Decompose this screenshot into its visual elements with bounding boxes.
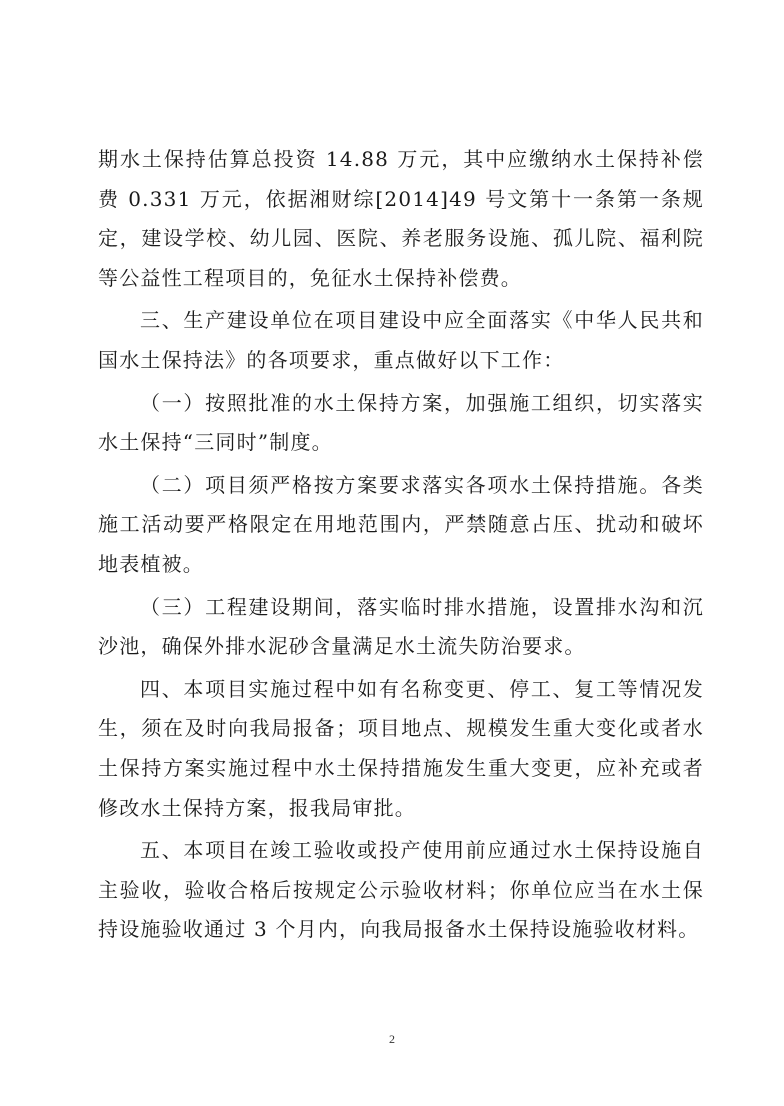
paragraph-section-5: 五、本项目在竣工验收或投产使用前应通过水土保持设施自主验收，验收合格后按规定公示验收材料；你单位应当在水土保持设施验收通过 3 个月内，向我局报备水土保持设施验收材料。 — [98, 838, 704, 942]
document-body — [98, 140, 704, 950]
page-number: 2 — [389, 1032, 395, 1046]
paragraph-section-3: 三、生产建设单位在项目建设中应全面落实《中华人民共和国水土保持法》的各项要求，重点做好以下工作： — [98, 308, 704, 372]
paragraph-item-1: （一）按照批准的水土保持方案，加强施工组织，切实落实水土保持“三同时”制度。 — [98, 390, 704, 455]
paragraph-section-4: 四、本项目实施过程中如有名称变更、停工、复工等情况发生，须在及时向我局报备；项目地点、规模发生重大变化或者水土保持方案实施过程中水土保持措施发生重大变更，应补充或者修改水土保持方案，报我局审批。 — [98, 676, 704, 820]
paragraph-item-2: （二）项目须严格按方案要求落实各项水土保持措施。各类施工活动要严格限定在用地范围内，严禁随意占压、扰动和破坏地表植被。 — [98, 472, 704, 576]
paragraph-continuation: 期水土保持估算总投资 14.88 万元，其中应缴纳水土保持补偿费 0.331 万元，依据湘财综[2014]49 号文第十一条第一条规定，建设学校、幼儿园、医院、养老服务设施、孤儿院、福利院等公益性工程项目的，免征水土保持补偿费。 — [98, 147, 704, 290]
paragraph-item-3: （三）工程建设期间，落实临时排水措施，设置排水沟和沉沙池，确保外排水泥砂含量满足水土流失防治要求。 — [98, 594, 704, 659]
